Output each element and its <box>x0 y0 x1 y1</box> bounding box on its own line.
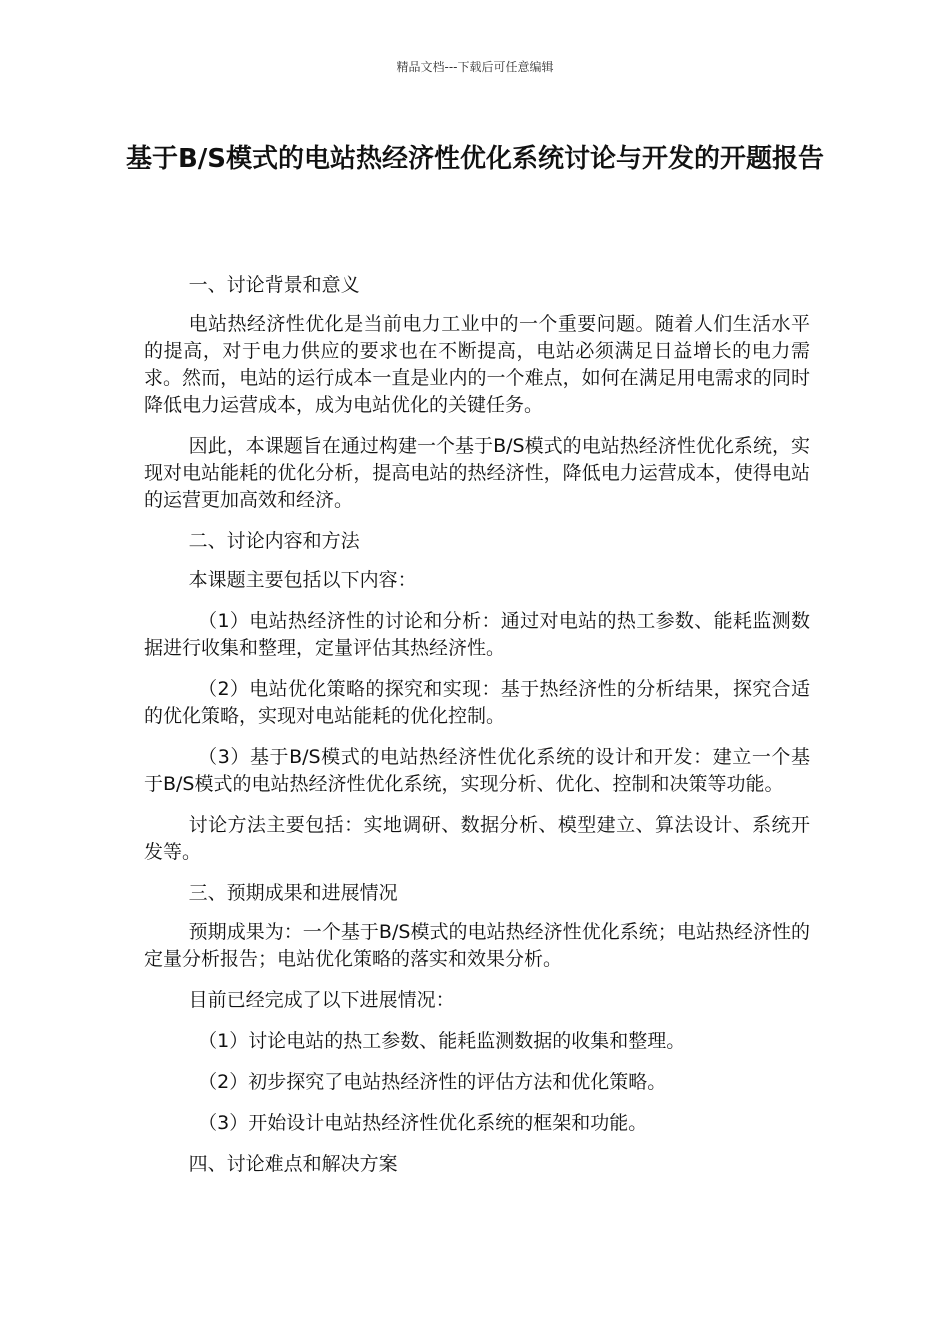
paragraph-background-1: 电站热经济性优化是当前电力工业中的一个重要问题。随着人们生活水平的提高，对于电力供应的要求也在不断提高，电站必须满足日益增长的电力需求。然而，电站的运行成本一直是业内的一个难点，如何在满足用电需求的同时降低电力运营成本，成为电站优化的关键任务。 <box>144 313 810 416</box>
list-item-content-2: （2）电站优化策略的探究和实现：基于热经济性的分析结果，探究合适的优化策略，实现对电站能耗的优化控制。 <box>144 678 810 727</box>
section-heading-background: 一、讨论背景和意义 <box>188 274 360 296</box>
paragraph-content-intro: 本课题主要包括以下内容： <box>188 569 417 591</box>
paragraph-progress-intro: 目前已经完成了以下进展情况： <box>188 989 455 1011</box>
section-heading-content-method: 二、讨论内容和方法 <box>188 530 360 552</box>
section-heading-difficulties: 四、讨论难点和解决方案 <box>188 1153 398 1175</box>
document-body <box>144 272 810 1190</box>
document-title: 基于B/S模式的电站热经济性优化系统讨论与开发的开题报告 <box>125 144 825 174</box>
paragraph-background-2: 因此，本课题旨在通过构建一个基于B/S模式的电站热经济性优化系统，实现对电站能耗的优化分析，提高电站的热经济性，降低电力运营成本，使得电站的运营更加高效和经济。 <box>144 435 810 511</box>
section-heading-results-progress: 三、预期成果和进展情况 <box>188 882 398 904</box>
document-header-note: 精品文档---下载后可任意编辑 <box>396 60 554 74</box>
list-item-progress-3: （3）开始设计电站热经济性优化系统的框架和功能。 <box>198 1112 648 1134</box>
paragraph-expected-results: 预期成果为：一个基于B/S模式的电站热经济性优化系统；电站热经济性的定量分析报告；电站优化策略的落实和效果分析。 <box>144 921 810 970</box>
paragraph-methods: 讨论方法主要包括：实地调研、数据分析、模型建立、算法设计、系统开发等。 <box>144 814 810 863</box>
list-item-content-1: （1）电站热经济性的讨论和分析：通过对电站的热工参数、能耗监测数据进行收集和整理，定量评估其热经济性。 <box>144 610 810 659</box>
list-item-progress-1: （1）讨论电站的热工参数、能耗监测数据的收集和整理。 <box>198 1030 686 1052</box>
list-item-content-3: （3）基于B/S模式的电站热经济性优化系统的设计和开发：建立一个基于B/S模式的电站热经济性优化系统，实现分析、优化、控制和决策等功能。 <box>144 746 810 795</box>
list-item-progress-2: （2）初步探究了电站热经济性的评估方法和优化策略。 <box>198 1071 667 1093</box>
